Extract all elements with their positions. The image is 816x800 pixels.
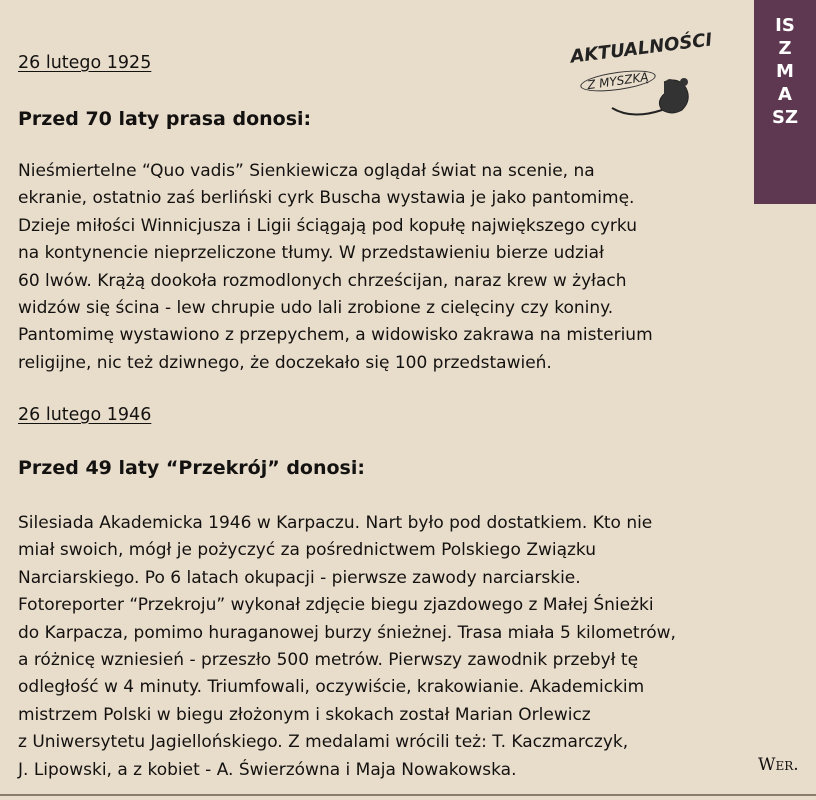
body-line: odległość w 4 minuty. Triumfowali, oczywiście, krakowianie. Akademickim bbox=[18, 677, 645, 698]
body-line: widzów się ścina - lew chrupie udo lali zrobione z cielęciny czy koniny. bbox=[18, 298, 614, 319]
author-signature: Wer. bbox=[758, 755, 799, 775]
body-line: Pantomimę wystawiono z przepychem, a widowisko zakrawa na misterium bbox=[18, 325, 653, 346]
body-line: z Uniwersytetu Jagiellońskiego. Z medalami wrócili też: T. Kaczmarczyk, bbox=[18, 732, 629, 753]
body-line: miał swoich, mógł je pożyczyć za pośrednictwem Polskiego Związku bbox=[18, 540, 597, 561]
logo-word-z-myszka: Z MYSZKĄ bbox=[579, 67, 656, 95]
column-logo bbox=[566, 29, 714, 124]
body-line: Nieśmiertelne “Quo vadis” Sienkiewicza oglądał świat na scenie, na bbox=[18, 161, 595, 181]
body-line: a różnicę wzniesień - przeszło 500 metrów. Pierwszy zawodnik przebył tę bbox=[18, 650, 639, 671]
body-line: J. Lipowski, a z kobiet - A. Świerzówna i Maja Nowakowska. bbox=[18, 759, 517, 780]
section-tab bbox=[754, 0, 816, 204]
body-line: 60 lwów. Krążą dookoła rozmodlonych chrześcijan, naraz krew w żyłach bbox=[18, 270, 627, 291]
body-line: Fotoreporter “Przekroju” wykonał zdjęcie biegu zjazdowego z Małej Śnieżki bbox=[18, 595, 654, 616]
body-line: Silesiada Akademicka 1946 w Karpaczu. Nart było pod dostatkiem. Kto nie bbox=[18, 513, 653, 533]
body-line: na kontynencie nieprzeliczone tłumy. W przedstawieniu bierze udział bbox=[18, 243, 604, 264]
section-date: 26 lutego 1925 bbox=[18, 53, 152, 73]
mouse-icon bbox=[566, 38, 702, 124]
logo-word-aktualnosci: AKTUALNOŚCI bbox=[569, 29, 714, 68]
body-line: do Karpacza, pomimo huraganowej burzy śnieżnej. Trasa miała 5 kilometrów, bbox=[18, 622, 676, 643]
body-line: Dzieje miłości Winnicjusza i Ligii ściągają pod kopułę największego cyrku bbox=[18, 215, 638, 236]
body-line: religijne, nic też dziwnego, że doczekało się 100 przedstawień. bbox=[18, 352, 552, 373]
page-bottom-rule bbox=[0, 794, 816, 796]
section-heading: Przed 70 laty prasa donosi: bbox=[18, 108, 312, 130]
section-body bbox=[18, 158, 738, 377]
section-tab-label: ISZMASZ bbox=[772, 15, 799, 128]
body-line: Narciarskiego. Po 6 latach okupacji - pierwsze zawody narciarskie. bbox=[18, 567, 581, 588]
section-body bbox=[18, 510, 738, 784]
body-line: ekranie, ostatnio zaś berliński cyrk Buscha wystawia je jako pantomimę. bbox=[18, 188, 635, 209]
section-heading: Przed 49 laty “Przekrój” donosi: bbox=[18, 457, 365, 479]
body-line: mistrzem Polski w biegu złożonym i skokach został Marian Orlewicz bbox=[18, 704, 591, 725]
section-date: 26 lutego 1946 bbox=[18, 405, 152, 425]
